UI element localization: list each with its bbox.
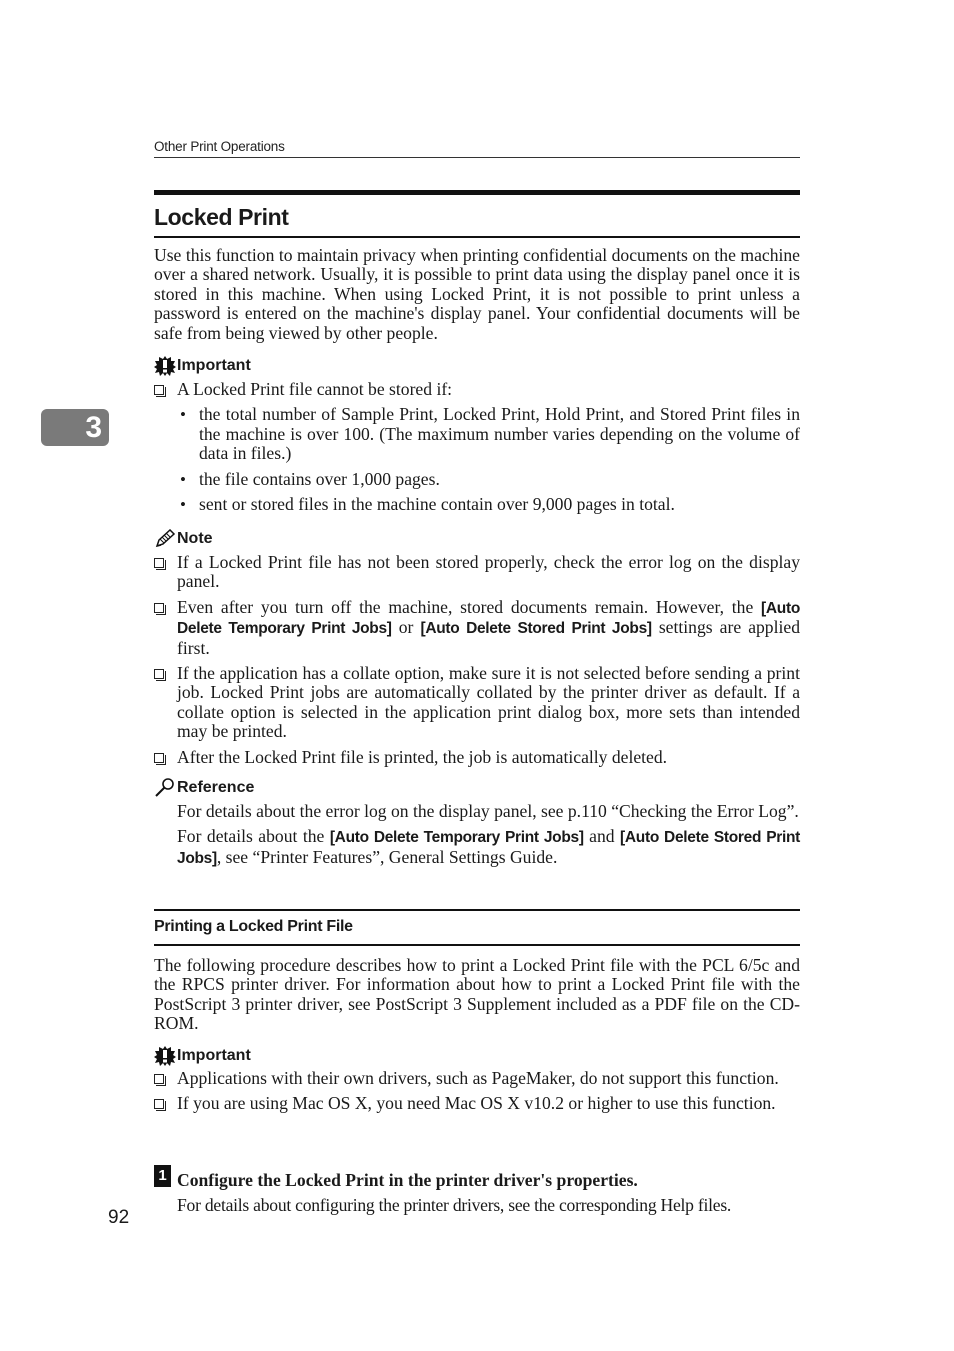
procedure-step	[154, 1165, 800, 1216]
bullet-text: the total number of Sample Print, Locked Print, Hold Print, and Stored Print files in the machine is over 100. (The maximum number varies depending on the volume of data in files.)	[199, 404, 800, 464]
setting-name: [Auto Delete Stored Print Jobs]	[177, 829, 801, 867]
note-callout	[154, 529, 800, 767]
subsection-title-block	[154, 909, 800, 946]
checkbox-square-icon	[154, 385, 164, 395]
checkbox-square-icon	[154, 753, 164, 763]
setting-name: [Auto Delete Stored Print Jobs]	[420, 620, 652, 638]
important-heading	[154, 1046, 800, 1066]
setting-name: [Auto Delete Temporary Print Jobs]	[177, 599, 800, 638]
important-item	[154, 1069, 800, 1088]
section-intro: Use this function to maintain privacy when printing confidential documents on the machine over a shared network. Usually, it is possible to print data using the display panel once it is stored in this machine. When using Locked Print, it is not possible to print unless a password is entered on the machine's display panel. Your confidential documents will be safe from being viewed by other people.	[154, 245, 800, 343]
checkbox-square-icon	[154, 669, 164, 679]
important-heading	[154, 356, 800, 376]
note-item-text: If the application has a collate option, make sure it is not selected before sending a print job. Locked Print jobs are automatically collated by the printer driver as default. If a collate option is selected in the application print dialog box, more sets than intended may be printed.	[177, 663, 800, 742]
important-item-text: Applications with their own drivers, such as PageMaker, do not support this function.	[177, 1068, 779, 1088]
checkbox-square-icon	[154, 558, 164, 568]
reference-para: For details about the error log on the display panel, see p.110 “Checking the Error Log”.	[177, 801, 799, 821]
step-description: For details about configuring the printer drivers, see the corresponding Help files.	[177, 1195, 732, 1215]
step-title: Configure the Locked Print in the printer driver's properties.	[177, 1170, 638, 1190]
bullet-text: the file contains over 1,000 pages.	[199, 468, 440, 489]
important-item-text: A Locked Print file cannot be stored if:	[177, 379, 453, 399]
important-item-text: If you are using Mac OS X, you need Mac OS X v10.2 or higher to use this function.	[177, 1093, 776, 1114]
bullet-icon: •	[180, 405, 186, 425]
section-title-block	[154, 190, 800, 238]
section-title: Locked Print	[154, 204, 289, 230]
reference-label: Reference	[177, 779, 255, 796]
note-label: Note	[177, 530, 213, 547]
important-label: Important	[177, 357, 251, 374]
pencil-icon	[154, 529, 176, 549]
note-item	[154, 664, 800, 742]
running-header: Other Print Operations	[154, 139, 800, 158]
important-callout-1	[154, 356, 800, 514]
bullet-text: sent or stored files in the machine contain over 9,000 pages in total.	[199, 494, 675, 515]
checkbox-square-icon	[154, 603, 164, 613]
note-item-text: If a Locked Print file has not been stored properly, check the error log on the display panel.	[177, 552, 800, 592]
setting-name: [Auto Delete Temporary Print Jobs]	[329, 829, 584, 847]
bullet-item	[154, 470, 800, 489]
subsection-title: Printing a Locked Print File	[154, 918, 353, 935]
checkbox-square-icon	[154, 1099, 164, 1109]
note-item	[154, 748, 800, 767]
checkbox-square-icon	[154, 1074, 164, 1084]
note-item	[154, 553, 800, 592]
reference-callout	[154, 778, 800, 868]
subsection-intro: The following procedure describes how to print a Locked Print file with the PCL 6/5c and the RPCS printer driver. For information about how to print a Locked Print file with the PostScript 3 printer driver, see PostScript 3 Supplement included as a PDF file on the CD-ROM.	[154, 955, 800, 1034]
important-label: Important	[177, 1047, 251, 1064]
note-heading	[154, 529, 800, 549]
magnifier-icon	[154, 778, 176, 798]
step-number: 1	[154, 1165, 171, 1187]
reference-para: For details about the [Auto Delete Temporary Print Jobs] and [Auto Delete Stored Print Jobs], see “Printer Features”, General Settings Guide.	[177, 826, 801, 867]
page-number: 92	[108, 1207, 130, 1228]
reference-heading	[154, 778, 800, 798]
important-icon	[154, 1046, 176, 1066]
bullet-icon: •	[180, 469, 186, 489]
important-callout-2	[154, 1046, 800, 1114]
important-item	[154, 380, 800, 399]
bullet-item	[154, 405, 800, 463]
note-item-text: Even after you turn off the machine, stored documents remain. However, the [Auto Delete Temporary Print Jobs] or [Auto Delete Stored Print Jobs] settings are applied first.	[177, 596, 800, 658]
important-item	[154, 1094, 800, 1113]
bullet-icon: •	[180, 495, 186, 515]
chapter-tab: 3	[41, 409, 109, 446]
note-item	[154, 598, 800, 658]
important-icon	[154, 356, 176, 376]
note-item-text: After the Locked Print file is printed, the job is automatically deleted.	[177, 746, 668, 767]
bullet-item	[154, 495, 800, 514]
